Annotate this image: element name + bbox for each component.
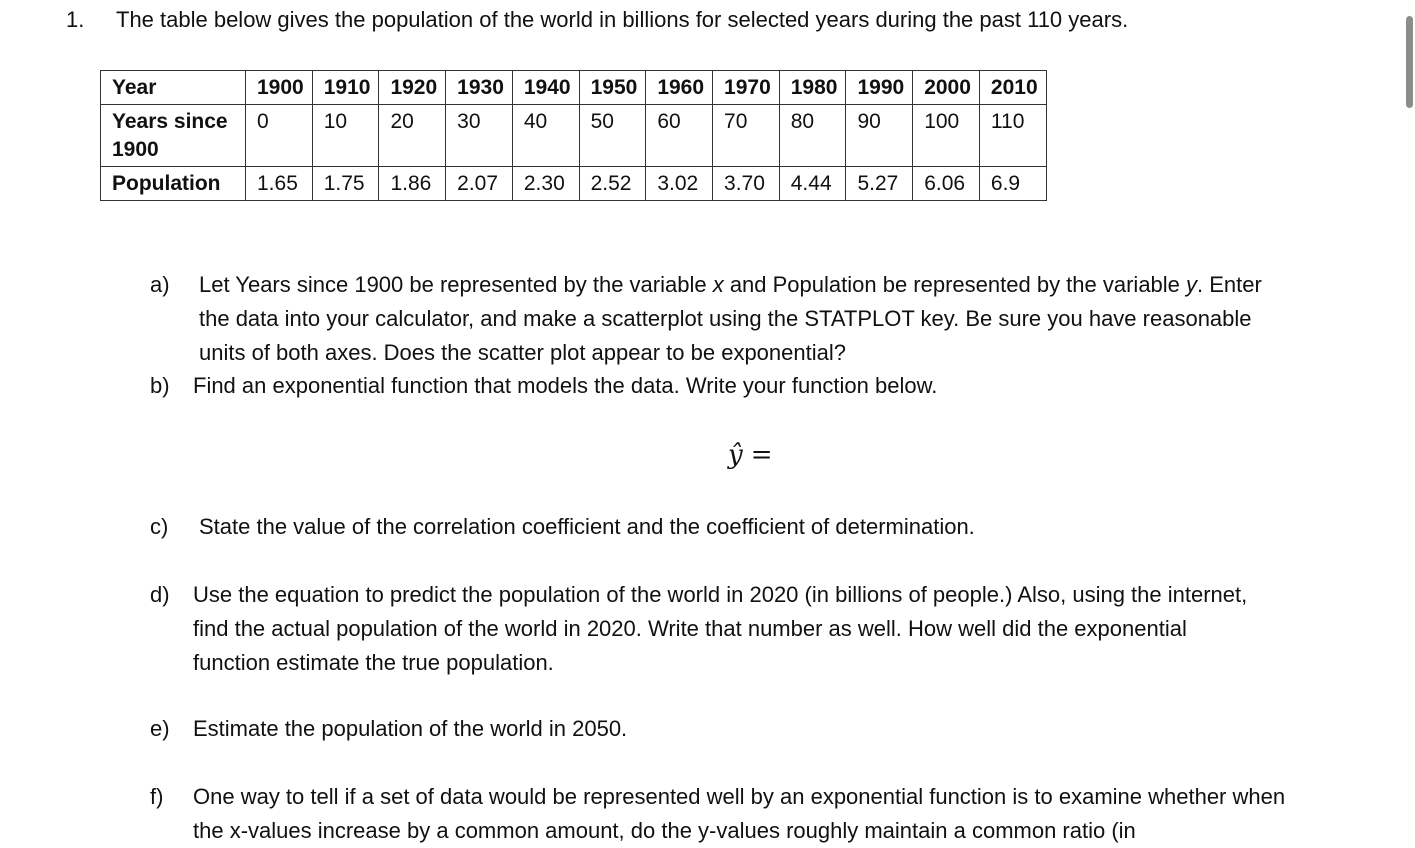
table-cell: 30 [446, 105, 513, 167]
table-cell: 1970 [713, 71, 780, 105]
table-cell: 1910 [312, 71, 379, 105]
table-cell: 40 [512, 105, 579, 167]
question-number: 1. [66, 7, 85, 32]
part-text: Estimate the population of the world in 2050. [193, 716, 628, 741]
table-cell: 2010 [979, 71, 1046, 105]
table-cell: 2.07 [446, 167, 513, 201]
table-cell: 3.02 [646, 167, 713, 201]
part-text: Use the equation to predict the population of the world in 2020 (in billions of people.) Also, using the internet, find the actual population of the world in 2020. Write that number as well. How well did the exponential function estimate the true population. [193, 582, 1248, 675]
table-cell: 1.75 [312, 167, 379, 201]
text-run: and Population be represented by the variable [723, 272, 1187, 297]
scrollbar-thumb[interactable] [1406, 16, 1413, 108]
var-y: y [1186, 272, 1198, 297]
scrollbar[interactable] [1403, 0, 1415, 832]
table-cell: 1940 [512, 71, 579, 105]
table-row-years-since [101, 105, 1047, 167]
table-cell: 6.06 [913, 167, 980, 201]
part-label: a) [150, 272, 170, 297]
table-cell: 50 [579, 105, 646, 167]
part-label: d) [150, 582, 170, 607]
text-run: Let Years since 1900 be represented by the variable [199, 272, 713, 297]
table-cell: 1990 [846, 71, 913, 105]
table-cell: 1.65 [246, 167, 313, 201]
part-text: State the value of the correlation coefficient and the coefficient of determination. [199, 514, 975, 539]
part-label: c) [150, 514, 169, 539]
table-cell: 2.30 [512, 167, 579, 201]
equals-sign: = [750, 440, 773, 470]
population-table [100, 70, 1047, 201]
part-label: e) [150, 716, 170, 741]
table-cell: 10 [312, 105, 379, 167]
yhat-equation [728, 440, 773, 470]
yhat-symbol: ŷ [728, 440, 743, 470]
table-cell: 70 [713, 105, 780, 167]
table-cell: 90 [846, 105, 913, 167]
part-label: f) [150, 784, 164, 809]
part-label: b) [150, 373, 170, 398]
table-cell: 60 [646, 105, 713, 167]
table-cell: 1950 [579, 71, 646, 105]
table-cell: 1920 [379, 71, 446, 105]
var-x: x [712, 272, 724, 297]
table-row-population [101, 167, 1047, 201]
table-cell: 4.44 [779, 167, 846, 201]
table-cell: 1930 [446, 71, 513, 105]
table-cell: 6.9 [979, 167, 1046, 201]
part-text: Find an exponential function that models the data. Write your function below. [193, 373, 938, 398]
table-cell: 3.70 [713, 167, 780, 201]
table-cell: 100 [913, 105, 980, 167]
table-cell: 110 [979, 105, 1046, 167]
table-cell: 0 [246, 105, 313, 167]
table-cell: 1980 [779, 71, 846, 105]
table-cell: 2000 [913, 71, 980, 105]
row-header: Years since 1900 [101, 105, 246, 167]
table-cell: 5.27 [846, 167, 913, 201]
question-intro: The table below gives the population of the world in billions for selected years during the past 110 years. [116, 7, 1129, 32]
text-run: . Enter the data into your calculator, and make a scatterplot using the STATPLOT key. Be sure you have reasonable units of both axes. Does the scatter plot appear to be exponential? [199, 272, 1262, 365]
part-text [199, 268, 1279, 370]
table-cell: 1900 [246, 71, 313, 105]
table-cell: 80 [779, 105, 846, 167]
table-cell: 1.86 [379, 167, 446, 201]
table-cell: 20 [379, 105, 446, 167]
part-text: One way to tell if a set of data would be represented well by an exponential function is to examine whether when the x-values increase by a common amount, do the y-values roughly maintain a common ratio (in [193, 784, 1286, 843]
table-cell: 2.52 [579, 167, 646, 201]
table-row-year [101, 71, 1047, 105]
table-cell: 1960 [646, 71, 713, 105]
row-header: Year [101, 71, 246, 105]
row-header: Population [101, 167, 246, 201]
